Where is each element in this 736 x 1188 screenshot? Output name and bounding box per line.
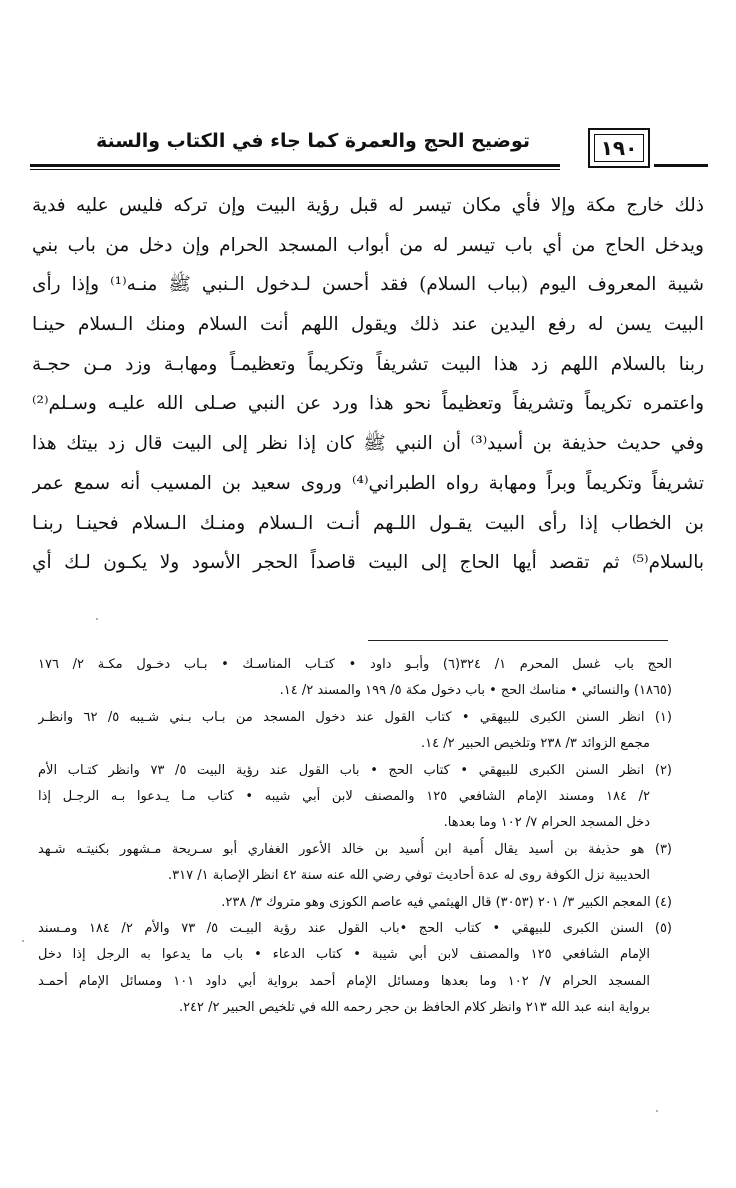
main-line: شيبة المعروف اليوم (بباب السلام) فقد أحسن لـدخول الـنبي ﷺ منـه⁽¹⁾ وإذا رأى [32,274,704,296]
main-line: واعتمره تكريماً وتشريفاً وتعظيماً نحو هذا ورد عن النبي صـلى الله عليـه وسـلم⁽²⁾ [32,393,704,415]
page-number-box [588,128,650,168]
footnote-2 [38,758,672,837]
footnote-3 [38,837,672,890]
main-text [32,186,704,583]
footnote-5 [38,916,672,1022]
main-line: بالسلام⁽⁵⁾ ثم تقصد أيها الحاج إلى البيت قاصداً الحجر الأسود ولا يكـون لـك أي [32,552,704,574]
main-line: ربنا بالسلام اللهم زد هذا البيت تشريفاً وتكريماً وتعظيمـاً ومهابـة وزد مـن حجـة [32,353,704,375]
footnote-line: (٤) المعجم الكبير ٣/ ٢٠١ (٣٠٥٣) قال الهيثمي فيه عاصم الكوزى وهو متروك ٣/ ٢٣٨. [221,894,672,910]
footnote-line: ٢/ ١٨٤ ومسند الإمام الشافعي ١٢٥ والمصنف لابن أبي شيبه • كتاب مـا يـدعوا بـه الرجـل إذا [38,788,650,804]
footnote-line: (٢) انظر السنن الكبرى للبيهقي • كتاب الحج • باب القول عند رؤية البيت ٥/ ٧٣ وانظر كتـاب الأم [38,762,672,778]
main-line: ذلك خارج مكة وإلا فأي مكان تيسر له قبل رؤية البيت وإن تركه فليس عليه فدية [32,195,704,216]
scan-speck [22,940,24,942]
footnote-line: (٣) هو حذيفة بن أسيد يقال أُمية ابن أُسيد بن خالد الأعور الغفاري أبو سـريحة مـشهور بكنيتـه شـهد [38,841,672,857]
header-rule [30,164,560,167]
running-title: توضيح الحج والعمرة كما جاء في الكتاب والسنة [95,130,530,152]
footnote-continuation [38,652,672,705]
scan-speck [656,1110,658,1112]
footnote-separator [368,640,668,641]
page-number: ١٩٠ [594,134,644,162]
main-line: وفي حديث حذيفة بن أسيد⁽³⁾ أن النبي ﷺ كان إذا نظر إلى البيت قال زد بيتك هذا [32,433,704,455]
footnote-line: (١٨٦٥) والنسائي • مناسك الحج • باب دخول مكة ٥/ ١٩٩ والمسند ٢/ ١٤. [279,683,672,699]
scan-speck [96,618,98,620]
main-line: ويدخل الحاج من أي باب تيسر له من أبواب المسجد الحرام وإن دخل من باب بني [32,234,704,256]
header-rule-right [654,164,708,167]
header-rule-thin [30,169,560,170]
footnote-line: المسجد الحرام ٧/ ١٠٢ وما بعدها ومسائل الإمام أحمد برواية أبي داود ١٠١ ومسائل الإمام أحمـد [38,973,650,989]
footnote-line: الحج باب غسل المحرم ١/ ٣٢٤(٦) وأبـو داود • كتـاب المناسـك • بـاب دخـول مكـة ٢/ ١٧٦ [38,657,672,672]
footnote-line: الإمام الشافعي ١٢٥ والمصنف لابن أبي شيبة • كتاب الدعاء • باب ما يدعوا به الرجل إذا دخل [38,947,650,963]
footnote-1 [38,705,672,758]
page-header [30,128,708,172]
footnote-line: (١) انظر السنن الكبرى للبيهقي • كتاب القول عند دخول المسجد من بـاب بـني شـيبه ٥/ ٦٢ وانظـر [38,709,672,725]
main-line: بن الخطاب إذا رأى البيت يقـول اللـهم أنـت الـسلام ومنـك الـسلام فحينـا ربنـا [32,512,704,534]
footnote-line: الحديبية نزل الكوفة روى له عدة أحاديث توفي رضي الله عنه سنة ٤٢ انظر الإصابة ١/ ٣١٧. [168,868,650,884]
footnote-line: دخل المسجد الحرام ٧/ ١٠٢ وما بعدها. [443,815,650,831]
main-line: تشريفاً وتكريماً وبراً ومهابة رواه الطبراني⁽⁴⁾ وروى سعيد بن المسيب أنه سمع عمر [32,472,704,494]
main-line: البيت يسن له رفع اليدين عند ذلك ويقول اللهم أنت السلام ومنك الـسلام حينـا [32,314,704,336]
footnote-line: (٥) السنن الكبرى للبيهقي • كتاب الحج •باب القول عند رؤية البيـت ٥/ ٧٣ والأم ٢/ ١٨٤ ومـسند [38,920,672,936]
footnote-line: برواية ابنه عبد الله ٢١٣ وانظر كلام الحافظ بن حجر رحمه الله في تلخيص الحبير ٢/ ٢٤٢. [178,1000,650,1016]
footnote-line: مجمع الزوائد ٣/ ٢٣٨ وتلخيص الحبير ٢/ ١٤. [420,736,650,752]
footnote-4 [38,890,672,916]
footnotes [38,652,672,1021]
